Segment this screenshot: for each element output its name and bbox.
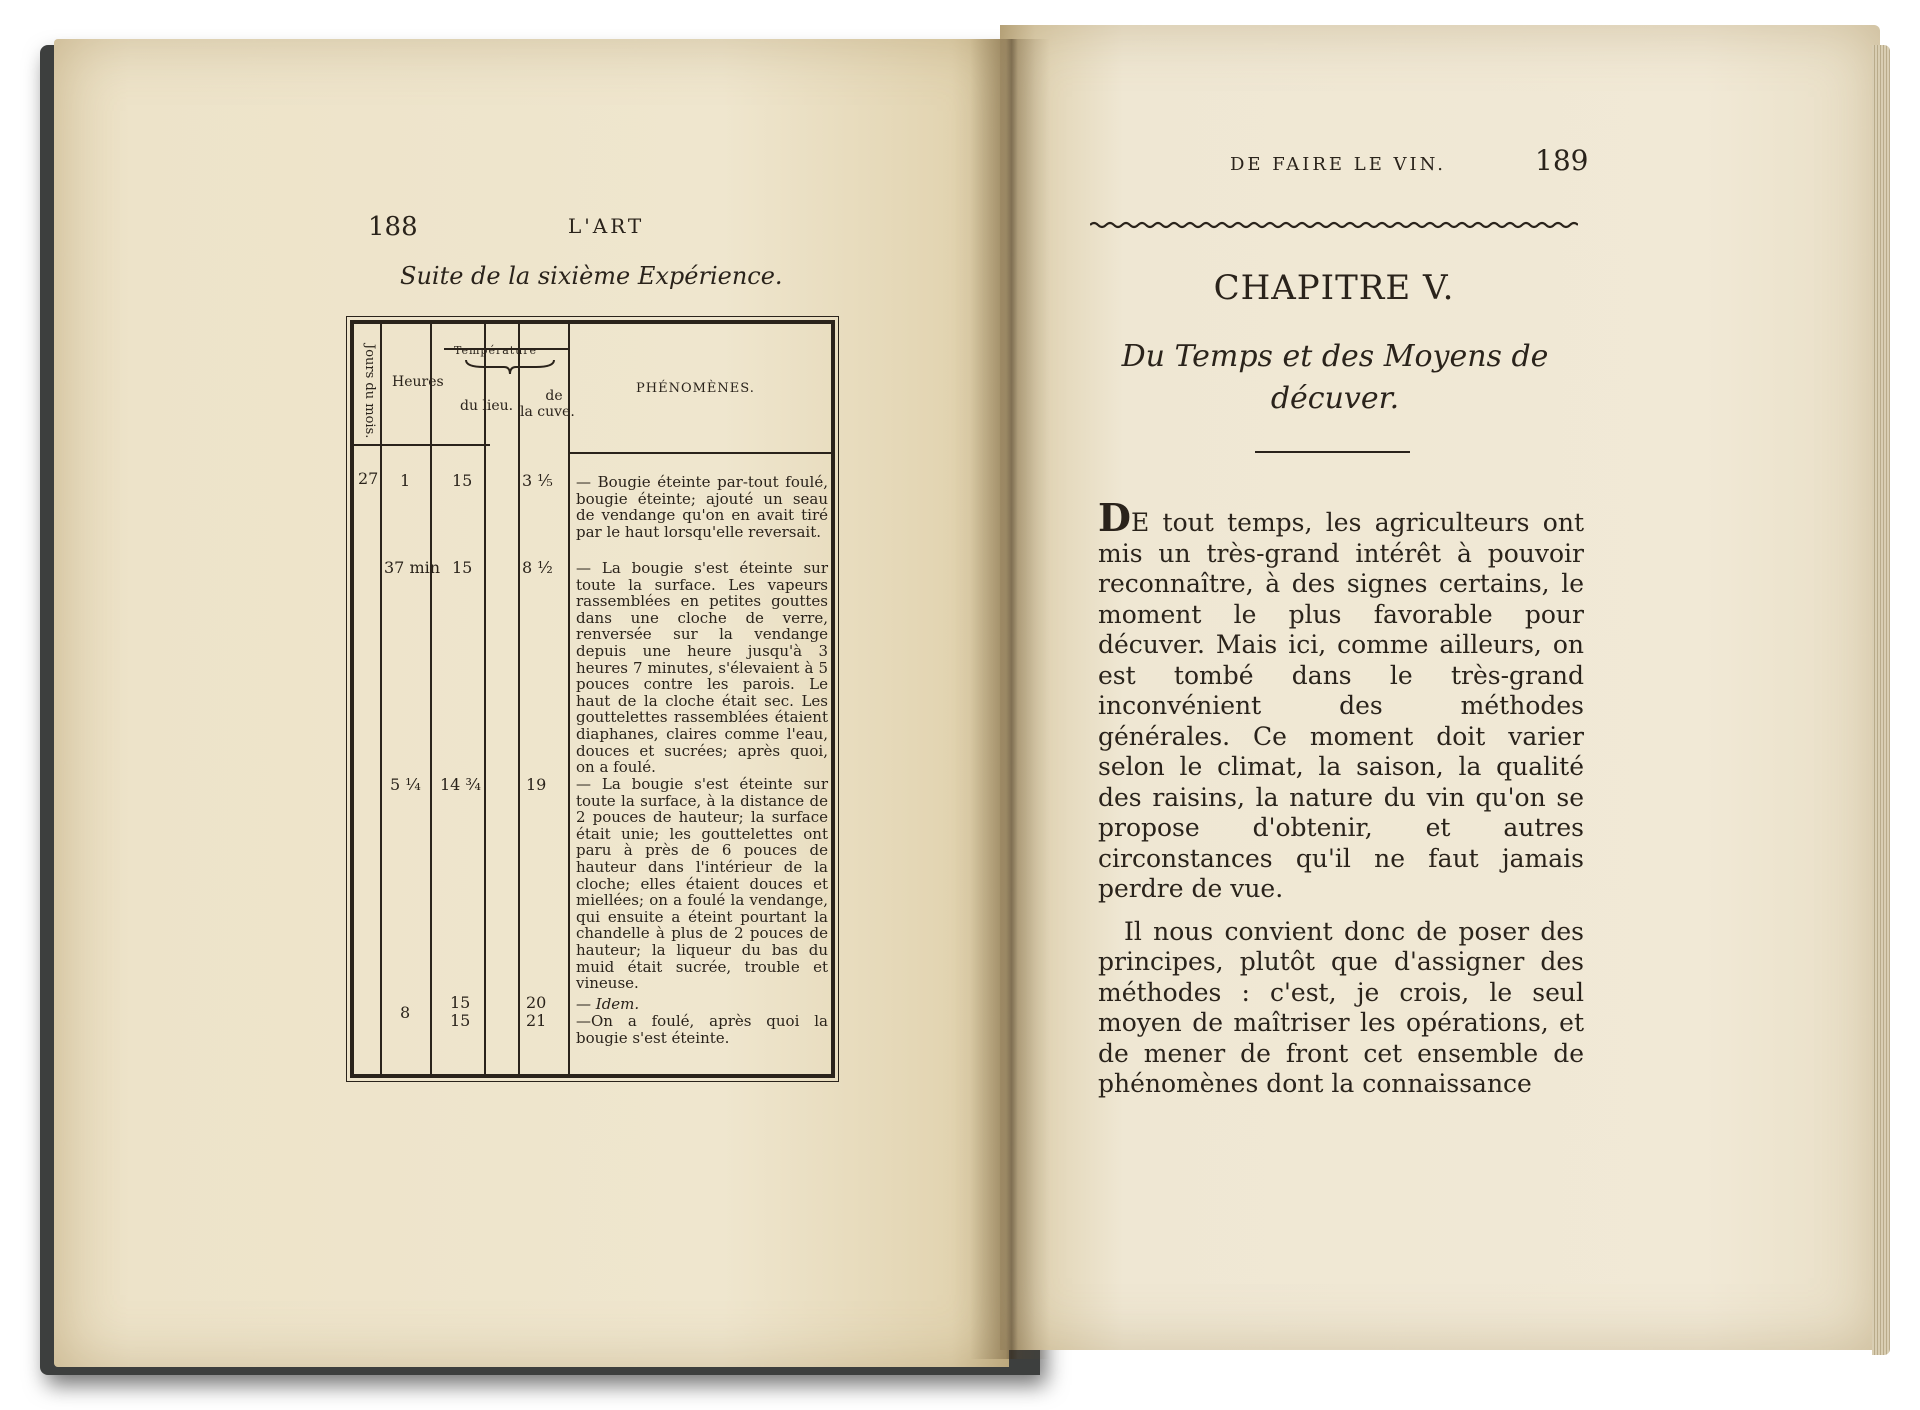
- col-rule: [430, 324, 432, 1074]
- row4-heures: 8: [400, 1003, 411, 1022]
- chapter-rule: [1255, 451, 1410, 453]
- col-rule: [518, 324, 520, 1074]
- row5-phenomene: —On a foulé, après quoi la bougie s'est éteinte.: [576, 1012, 828, 1047]
- table-title: Suite de la sixième Expérience.: [400, 262, 783, 290]
- col-rule: [484, 324, 486, 1074]
- header-phenomenes: PHÉNOMÈNES.: [636, 381, 755, 396]
- left-running-title: L'ART: [568, 214, 645, 238]
- header-temperature: Température: [454, 344, 538, 357]
- header-lieu: du lieu.: [460, 398, 514, 414]
- book-gutter: [970, 39, 1050, 1359]
- paragraph-1-text: E tout temps, les agriculteurs ont mis un très-grand intérêt à pouvoir reconnaître, à des signes certains, le moment le plus favorable pour décuver. Mais ici, comme ailleurs, on est tombé dans le très-grand inconvénient des méthodes générales. Ce moment doit varier selon le climat, la saison, la qualité des raisins, la nature du vin qu'on se propose d'obtenir, et autres circonstances qu'il ne faut jamais perdre de vue.: [1098, 508, 1584, 903]
- header-jours: Jours du mois.: [362, 344, 377, 439]
- row2-heures: 37 min: [384, 558, 441, 577]
- page-edges: [1872, 45, 1890, 1355]
- col-rule: [568, 324, 570, 1074]
- row1-cuve: 3 ¹⁄₅: [522, 471, 553, 490]
- row2-cuve: 8 ¹⁄₂: [522, 558, 553, 577]
- paragraph-2: Il nous convient donc de poser des principes, plutôt que d'assigner des méthodes : c'est, je crois, le seul moyen de maîtriser les opérations, et de mener de front cet ensemble de phénomènes dont la connaissance: [1098, 916, 1584, 1098]
- row3-heures: 5 ¹⁄₄: [390, 775, 421, 794]
- row1-heures: 1: [400, 471, 411, 490]
- header-rule: [568, 452, 832, 454]
- row2-lieu: 15: [452, 558, 473, 577]
- chapter-title: CHAPITRE V.: [1213, 268, 1455, 308]
- row2-phenomene: — La bougie s'est éteinte sur toute la surface. Les vapeurs rassemblées en petites gouttes dans une cloche de verre, renversée sur la vendange depuis une heure jusqu'à 3 heures 7 minutes, s'élevaient à 5 pouces contre les parois. Le haut de la cloche était sec. Les gouttelettes rassemblées étaient diaphanes, claires comme l'eau, douces et sucrées; après quoi, on a foulé.: [576, 559, 828, 777]
- header-cuve: la cuve.: [520, 404, 575, 420]
- row3-lieu: 14 ³⁄₄: [440, 775, 481, 794]
- wavy-rule: [1090, 220, 1578, 230]
- chapter-body: [1098, 495, 1584, 1112]
- row5-lieu: 15: [450, 1011, 471, 1030]
- row1-phenomene: — Bougie éteinte par-tout foulé, bougie éteinte; ajouté un seau de vendange qu'on en avait tiré par le haut lorsqu'elle reversait.: [576, 473, 828, 541]
- open-book: [40, 25, 1890, 1370]
- row4-cuve: 20: [526, 993, 547, 1012]
- right-running-title: DE FAIRE LE VIN.: [1230, 154, 1446, 175]
- experiment-table: [350, 320, 835, 1078]
- dropcap: D: [1098, 495, 1131, 540]
- header-heures: Heures: [392, 374, 444, 390]
- header-cuve-de: de: [545, 388, 563, 404]
- row1-jour: 27: [358, 469, 379, 488]
- paragraph-1: [1098, 495, 1584, 905]
- row3-cuve: 19: [526, 775, 547, 794]
- col-rule: [380, 324, 382, 1074]
- brace-icon: [464, 358, 556, 376]
- row5-cuve: 21: [526, 1011, 547, 1030]
- row1-lieu: 15: [452, 471, 473, 490]
- row4-phenomene: — Idem.: [576, 995, 640, 1013]
- left-page-number: 188: [368, 212, 418, 242]
- subtitle-line-1: Du Temps et des Moyens de: [1121, 339, 1549, 374]
- row3-phenomene: — La bougie s'est éteinte sur toute la surface, à la distance de 2 pouces de hauteur; la surface était unie; les gouttelettes ont paru à près de 6 pouces de hauteur dans l'intérieur de la cloche; elles étaient douces et miellées; on a foulé la vendange, qui ensuite a éteint pourtant la chandelle à plus de 2 pouces de hauteur; la liqueur du bas du muid était sucrée, trouble et vineuse.: [576, 775, 828, 993]
- row4-lieu: 15: [450, 993, 471, 1012]
- right-page-number: 189: [1535, 144, 1589, 177]
- subtitle-line-2: décuver.: [1270, 381, 1400, 416]
- chapter-subtitle: [1100, 336, 1570, 420]
